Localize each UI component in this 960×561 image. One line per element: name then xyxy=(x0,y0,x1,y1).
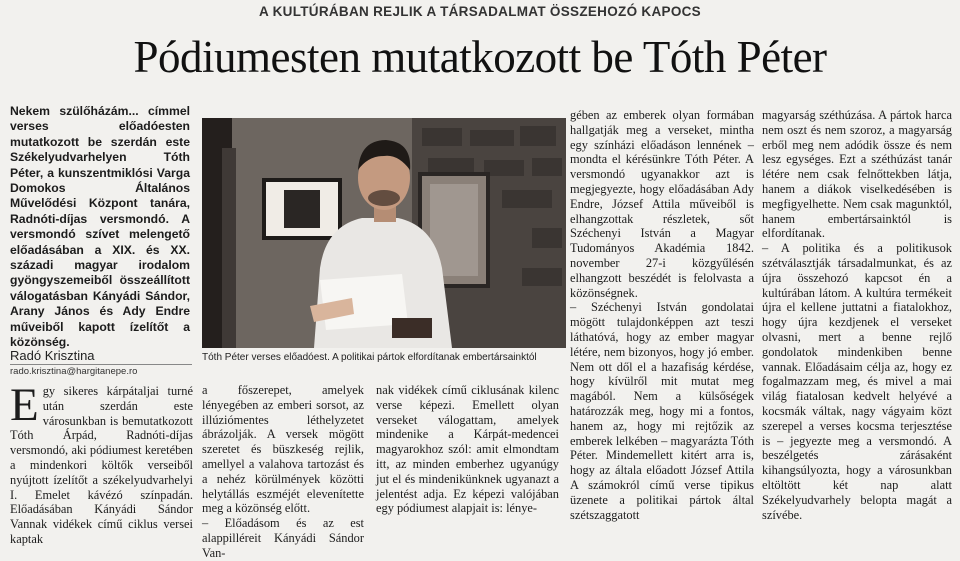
article-column-4: gében az emberek olyan formában hallgatják meg a verseket, mintha egy színházi előadáson lennének – mondta el kérésünkre Tóth Péter. A versmondó ugyanakkor azt is megjegyezte, hogy előadásában Ady Endre, József Attila műveiből is elhangzottak részletek, sőt Széchenyi István a Magyar Tudományos Akadémia 1842. november 27-i közgyűlésén elhangzott beszédét is felolvasta a közönségnek. – Széchenyi István gondolatai mögött tulajdonképpen azt teszi láthatóvá, hogy az ember magyar létére, nem bizonyos, hogy jó ember. Nem ott dől el a hazafiság kérdése, hogy kívülről mit mutat meg magából. Nem a külsőségek határozzák meg, hogy mi a fontos, hanem az, hogy mi rejtőzik az emberek lelkében – magyarázta Tóth Péter. Mindemellett kitért arra is, hogy az általa előadott József Attila A számokról című verse tipikus üzenete a politikai pártok által szétszaggatott xyxy=(570,108,754,522)
photo-illustration xyxy=(202,118,566,348)
article-kicker: A KULTÚRÁBAN REJLIK A TÁRSADALMAT ÖSSZEHOZÓ KAPOCS xyxy=(259,4,701,19)
byline-divider xyxy=(10,364,192,365)
photo-caption: Tóth Péter verses előadóest. A politikai pártok elfordítanak embertársainktól xyxy=(202,352,537,363)
article-lead: Nekem szülőházám... címmel verses előadóesten mutatkozott be szerdán este Székelyudvarhelyen Tóth Péter, a kunszentmiklósi Varga Domokos Általános Művelődési Központ tanára, Radnóti-díjas versmondó. A versmondó szívet melengető előadásában a XIX. és XX. századi magyar irodalom gyöngyszemeiből összeállított válogatásban Kányádi Sándor, Arany János és Ady Endre műveiből kapott ízelítőt a közönség. xyxy=(10,104,190,350)
article-headline: Pódiumesten mutatkozott be Tóth Péter xyxy=(133,32,827,82)
byline-email: rado.krisztina@hargitanepe.ro xyxy=(10,366,138,377)
article-column-5: magyarság széthúzása. A pártok harca nem oszt és nem szoroz, a magyarság erből meg nem adódik össze és nem lesz egységes. Ezt a széthúzást tanár létére nem csak felnőttekben látja, hanem a diákok viselkedésében is megfigyelhette. Nem csak magunktól, hanem embertársainktól is elfordítanak. – A politika és a politikusok szétválasztják társadalmunkat, és az újra összehozó kapcsot én a kultúrában látom. A kultúra termékeit újra el kellene juttatni a fiatalokhoz, hogy újra kezdjenek el verseket olvasni, mert a benne rejlő gondolatok mindenkiben benne vannak. Előadásaim célja az, hogy ez fogalmazzam meg, és mivel a mai világ fiatalosan kedvelt helyévé a kocsmák váltak, nagy vágyaim közt szerepel a verses kocsma terjesztése is – jegyezte meg a versmondó. A beszélgetés zárásaként kihangsúlyozta, hogy a városunkban eltöltött két nap alatt Székelyudvarhely belopta magát a szívébe. xyxy=(762,108,952,522)
article-photo xyxy=(202,118,566,348)
drop-cap: E xyxy=(10,379,39,431)
byline-author: Radó Krisztina xyxy=(10,348,95,363)
article-column-3: nak vidékek című ciklusának kilenc verse képezi. Emellett olyan verseket válogattam, amelyek mindenike a Kárpát-medencei magyarokhoz szól: amit elmondtam itt, az minden emberhez ugyanúgy jut el és mindenikünknek ugyanazt a jelentést adja. Ez képezi valójában egy pódiumest alapjait is: lénye- xyxy=(376,383,559,516)
article-column-1-text: gy sikeres kárpátaljai turné után szerdán este városunkban is bemutatkozott Tóth Árpád, Radnóti-díjas versmondó, aki pódiumest keretében a mindenkori költők verseiből nyújtott ízelítőt a székelyudvarhelyi I. Emelet kávézó színpadán. Előadásában Kányádi Sándor Vannak vidékek című ciklus versei kaptak xyxy=(10,384,193,546)
article-column-1 xyxy=(10,379,193,546)
article-column-2: a főszerepet, amelyek lényegében az emberi sorsot, az illúziómentes léthelyzetet ábrázolják. A versek mögött szeretet és büszkeség rejlik, amellyel a valahova tartozást és a nehéz körülmények közötti helytállás eszméjét elevenítette meg a közönség előtt. – Előadásom és az est alappilléreit Kányádi Sándor Van- xyxy=(202,383,364,560)
